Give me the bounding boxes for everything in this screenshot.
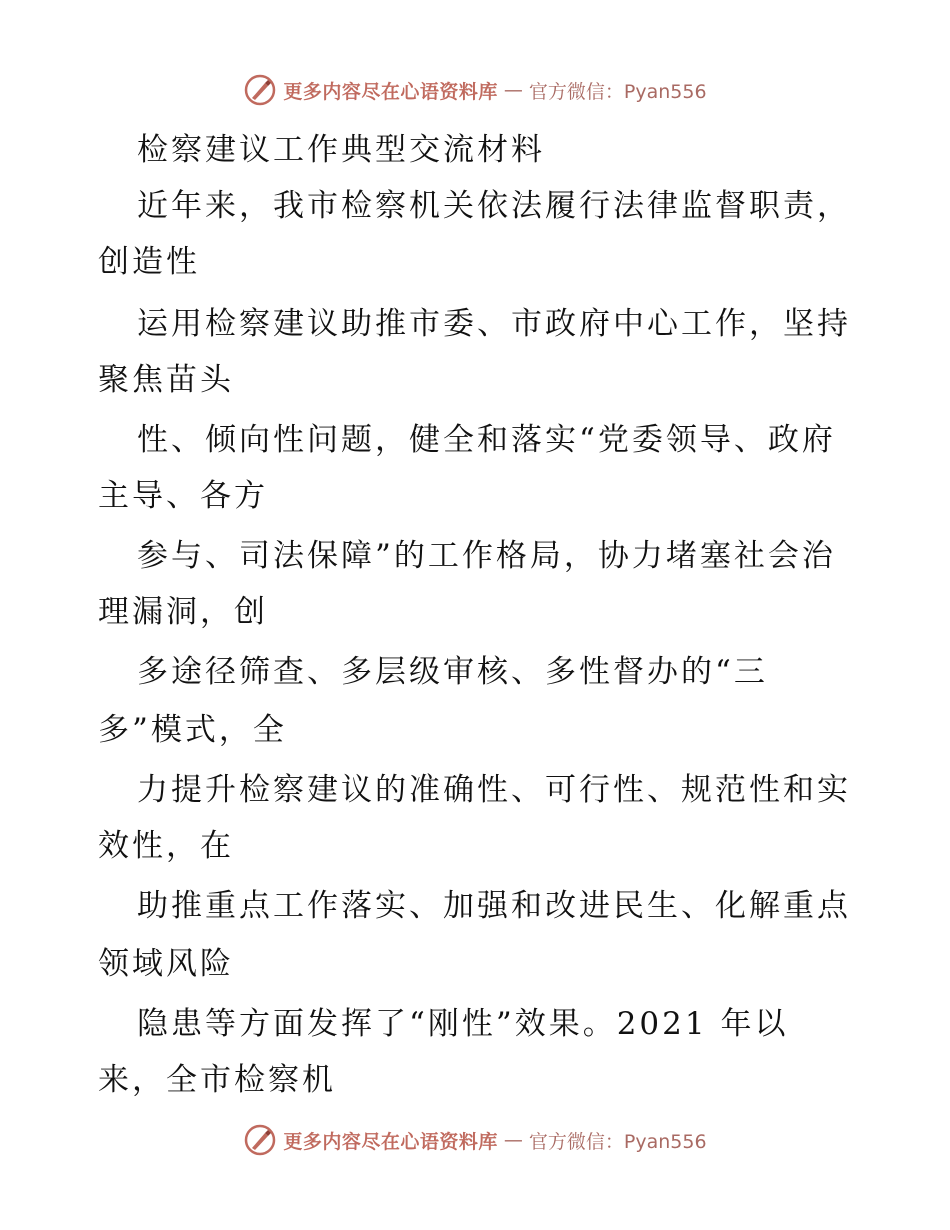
paragraph-line: 性、倾向性问题，健全和落实“党委领导、政府	[137, 422, 836, 458]
paragraph-line: 效性，在	[98, 828, 234, 864]
header-watermark	[0, 70, 950, 110]
paragraph-line: 隐患等方面发挥了“刚性”效果。2021 年以	[137, 1006, 789, 1042]
paragraph-line: 参与、司法保障”的工作格局，协力堵塞社会治	[137, 538, 836, 574]
footer-watermark	[0, 1120, 950, 1160]
paragraph-line: 运用检察建议助推市委、市政府中心工作，坚持	[137, 306, 851, 342]
document-title: 检察建议工作典型交流材料	[137, 132, 545, 168]
paragraph-line: 近年来，我市检察机关依法履行法律监督职责，	[137, 188, 851, 224]
watermark-wechat-text: 官方微信：Pyan556	[528, 80, 707, 103]
watermark-brand-text: 更多内容尽在心语资料库	[283, 1130, 498, 1153]
paragraph-line: 力提升检察建议的准确性、可行性、规范性和实	[137, 772, 851, 808]
pen-logo-icon	[243, 73, 277, 107]
watermark-separator: —	[503, 1129, 523, 1151]
paragraph-line: 聚焦苗头	[98, 362, 234, 398]
paragraph-line: 多途径筛查、多层级审核、多性督办的“三	[137, 654, 768, 690]
paragraph-line: 多”模式，全	[98, 712, 287, 748]
watermark-wechat-text: 官方微信：Pyan556	[528, 1130, 707, 1153]
paragraph-line: 领域风险	[98, 946, 234, 982]
watermark-separator: —	[503, 79, 523, 101]
paragraph-line: 来，全市检察机	[98, 1062, 336, 1098]
pen-logo-icon	[243, 1123, 277, 1157]
paragraph-line: 助推重点工作落实、加强和改进民生、化解重点	[137, 888, 851, 924]
paragraph-line: 理漏洞，创	[98, 594, 268, 630]
paragraph-line: 主导、各方	[98, 478, 268, 514]
paragraph-line: 创造性	[98, 244, 200, 280]
watermark-brand-text: 更多内容尽在心语资料库	[283, 80, 498, 103]
